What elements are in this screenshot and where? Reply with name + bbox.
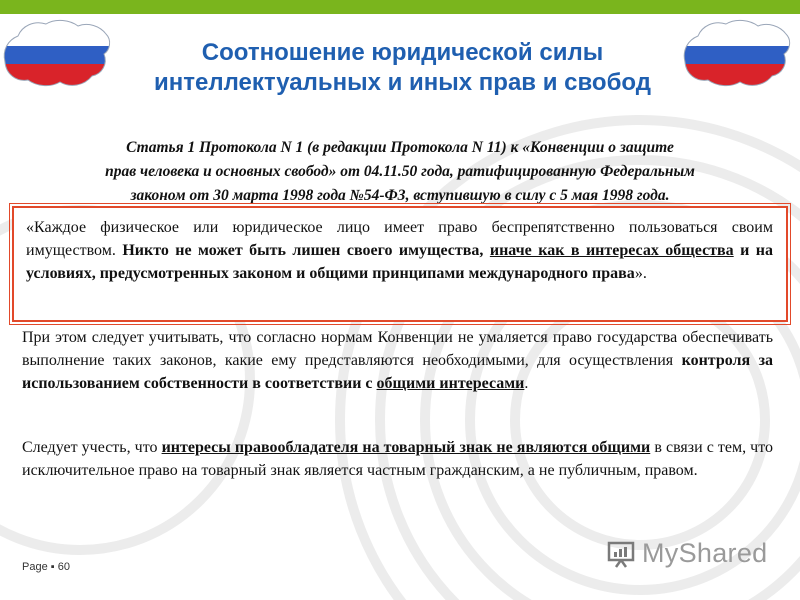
paragraph-state-control xyxy=(22,326,773,395)
quote-part-e: ». xyxy=(634,265,647,282)
quoted-article-text xyxy=(26,216,773,285)
russia-map-flag-right xyxy=(680,14,795,94)
myshared-logo xyxy=(606,538,767,569)
logo-text: MyShared xyxy=(642,538,768,568)
page-number: Page ▪ 60 xyxy=(22,561,70,573)
legal-source-citation xyxy=(22,136,778,208)
quote-part-c-underlined: иначе как в интересах общества xyxy=(489,242,734,259)
paragraph-trademark-interest xyxy=(22,436,773,482)
paragraph1-part-d: . xyxy=(524,375,529,392)
quote-part-d-bold: и на условиях, предусмотренных законом и общими принципами международного права xyxy=(26,242,774,282)
slide-title xyxy=(115,38,690,98)
paragraph2-part-c: в связи с тем, что исключительное право на товарный знак является частным гражданским, а не публичным, правом. xyxy=(22,439,774,479)
russia-map-flag-left xyxy=(0,14,115,94)
paragraph1-part-b-bold: контроля за использованием собственности в соответствии с xyxy=(22,352,774,392)
presentation-board-icon xyxy=(606,539,636,569)
slide-title-line2: интеллектуальных и иных прав и свобод xyxy=(153,69,651,96)
quote-part-a: «Каждое физическое или юридическое лицо имеет право беспрепятственно пользоваться своим имуществом. xyxy=(26,219,773,259)
paragraph2-part-a: Следует учесть, что xyxy=(22,439,162,456)
citation-line3: законом от 30 марта 1998 года №54-ФЗ, вступившую в силу с 5 мая 1998 года. xyxy=(130,187,670,204)
citation-line1: Статья 1 Протокола N 1 (в редакции Протокола N 11) к «Конвенции о защите xyxy=(126,139,674,156)
citation-line2: прав человека и основных свобод» от 04.11.50 года, ратифицированную Федеральным xyxy=(105,163,695,180)
paragraph2-part-b-underlined: интересы правообладателя на товарный знак не являются общими xyxy=(161,439,651,456)
paragraph1-part-c-underlined: общими интересами xyxy=(376,375,525,392)
slide-title-line1: Соотношение юридической силы xyxy=(201,39,604,66)
paragraph1-part-a: При этом следует учитывать, что согласно нормам Конвенции не умаляется право государства обеспечивать выполнение таких законов, какие ему представляются необходимыми, для осуществления xyxy=(22,329,773,369)
quote-part-b-bold: Никто не может быть лишен своего имущества, xyxy=(122,242,490,259)
